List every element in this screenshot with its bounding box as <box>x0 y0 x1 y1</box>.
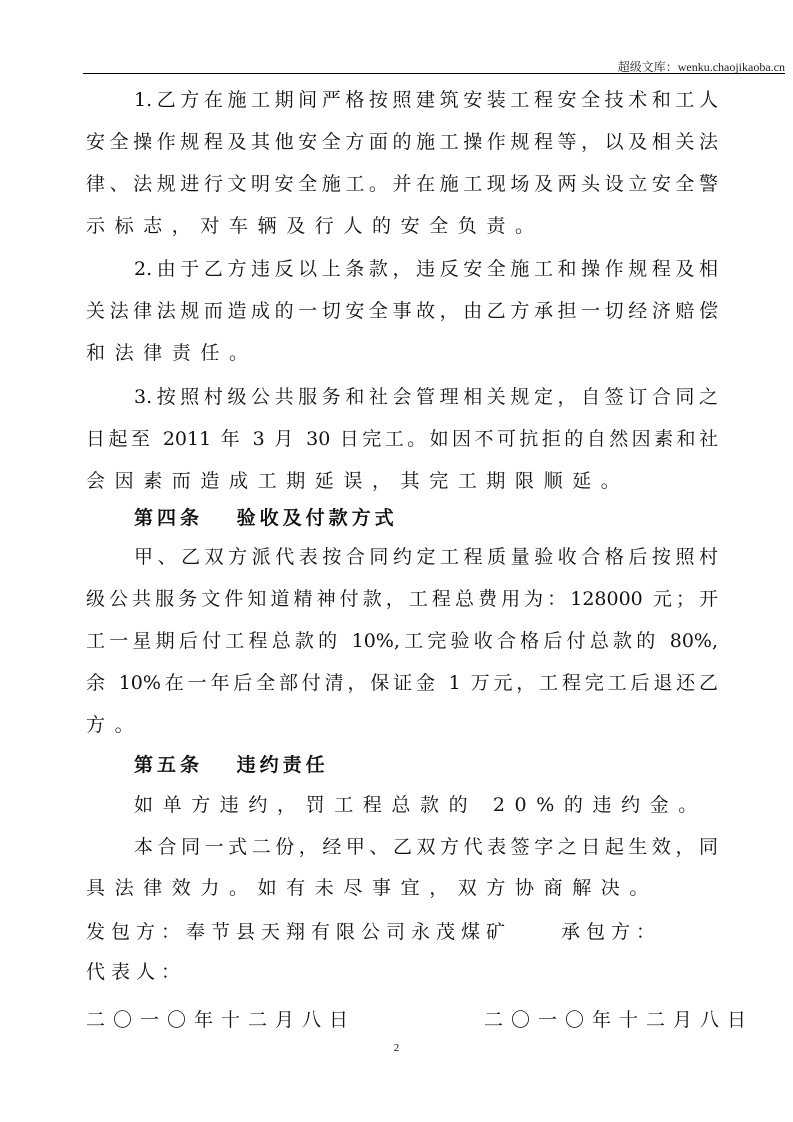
text-line: 2.由于乙方违反以上条款，违反安全施工和操作规程及相 <box>134 258 718 280</box>
section-heading: 第五条 违约责任 <box>134 754 329 776</box>
date-right: 二〇一〇年十二月八日 <box>484 1009 755 1031</box>
employer-line: 发包方：奉节县天翔有限公司永茂煤矿 承包方： <box>86 921 662 943</box>
text-line: 具法律效力。如有未尽事宜，双方协商解决。 <box>86 877 659 899</box>
text-line: 3.按照村级公共服务和社会管理相关规定，自签订合同之 <box>134 386 718 408</box>
text-line: 如单方违约，罚工程总款的 20%的违约金。 <box>134 794 707 816</box>
representative-line: 代表人： <box>86 961 187 983</box>
text-line: 日起至 2011 年 3 月 30 日完工。如因不可抗拒的自然因素和社 <box>86 428 718 450</box>
text-line: 关法律法规而造成的一切安全事故，由乙方承担一切经济赔偿 <box>86 300 718 322</box>
text-line: 方。 <box>86 714 144 736</box>
text-line: 会因素而造成工期延误，其完工期限顺延。 <box>86 470 630 492</box>
text-line: 甲、乙双方派代表按合同约定工程质量验收合格后按照村 <box>134 546 718 568</box>
text-line: 示标志，对车辆及行人的安全负责。 <box>86 215 544 237</box>
date-left: 二〇一〇年十二月八日 <box>86 1009 357 1031</box>
page-number: 2 <box>393 1042 400 1054</box>
section-heading: 第四条 验收及付款方式 <box>134 507 398 529</box>
header-rule <box>83 73 785 74</box>
text-line: 律、法规进行文明安全施工。并在施工现场及两头设立安全警 <box>86 173 718 195</box>
text-line: 和法律责任。 <box>86 342 258 364</box>
text-line: 1.乙方在施工期间严格按照建筑安装工程安全技术和工人 <box>134 89 718 111</box>
text-line: 本合同一式二份，经甲、乙双方代表签字之日起生效，同 <box>134 836 718 858</box>
header-watermark: 超级文库：wenku.chaojikaoba.cn <box>617 60 785 74</box>
text-line: 余 10%在一年后全部付清，保证金 1 万元，工程完工后退还乙 <box>86 672 718 694</box>
text-line: 安全操作规程及其他安全方面的施工操作规程等，以及相关法 <box>86 131 718 153</box>
text-line: 工一星期后付工程总款的 10%,工完验收合格后付总款的 80%, <box>86 630 718 652</box>
text-line: 级公共服务文件知道精神付款，工程总费用为：128000 元；开 <box>86 588 718 610</box>
